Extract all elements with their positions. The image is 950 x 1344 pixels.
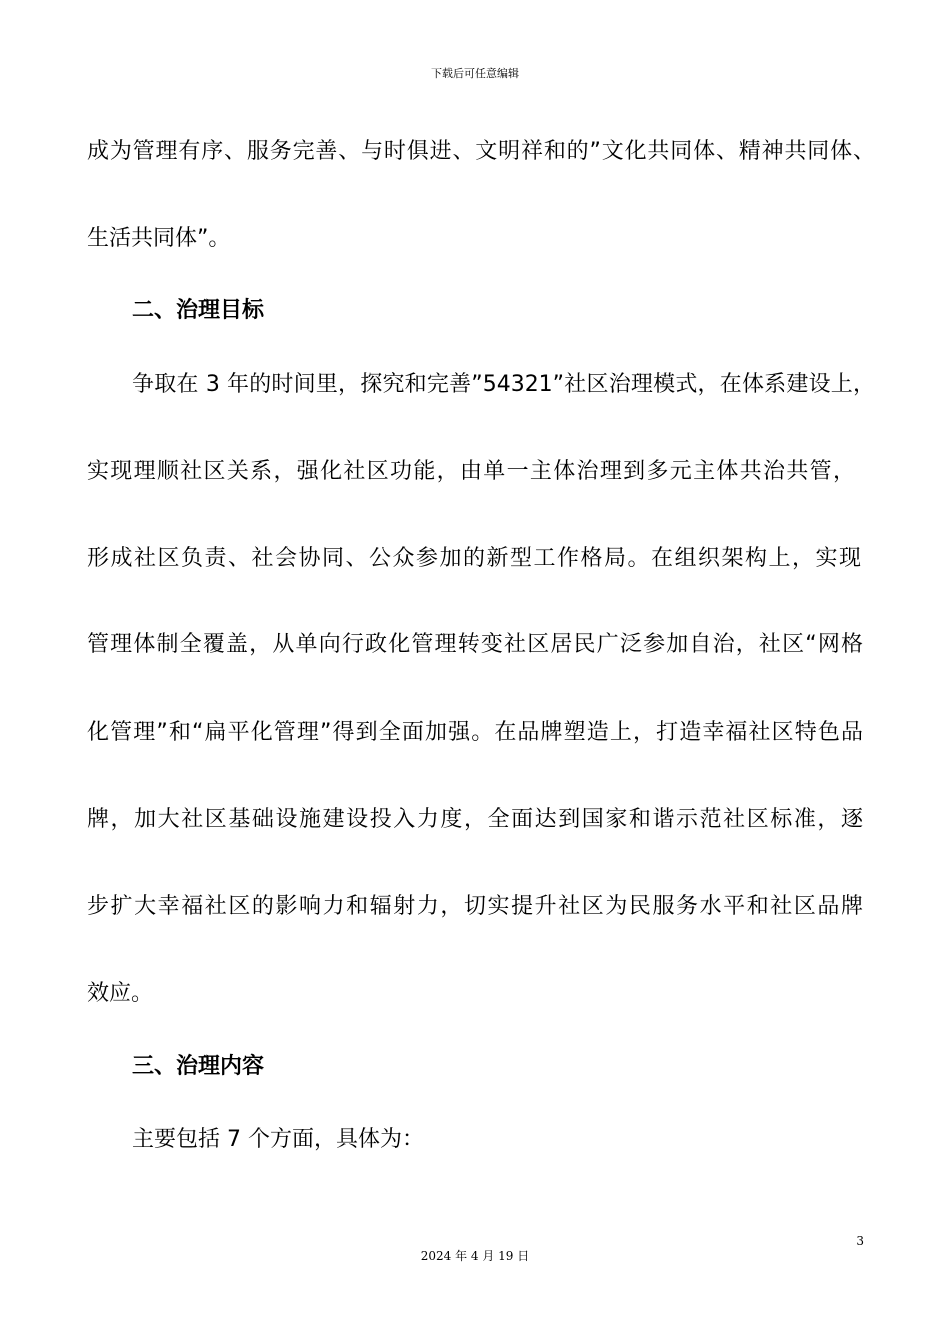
body-line-11: 效应。 [87,981,154,1006]
body-line-4: 争取在 3 年的时间里，探究和完善”54321”社区治理模式，在体系建设上， [132,372,875,397]
body-line-10: 步扩大幸福社区的影响力和辐射力，切实提升社区为民服务水平和社区品牌 [87,894,863,919]
page-number: 3 [856,1234,864,1248]
footer-date: 2024 年 4 月 19 日 [420,1249,530,1263]
body-line-1: 成为管理有序、服务完善、与时俱进、文明祥和的”文化共同体、精神共同体、 [87,139,875,164]
header-note: 下载后可任意编辑 [431,67,519,80]
body-line-8: 化管理”和“扁平化管理”得到全面加强。在品牌塑造上，打造幸福社区特色品 [87,720,863,745]
body-line-2: 生活共同体”。 [87,226,231,251]
section-heading-content: 三、治理内容 [132,1054,265,1079]
body-line-13: 主要包括 7 个方面，具体为： [132,1127,424,1152]
body-line-9: 牌，加大社区基础设施建设投入力度，全面达到国家和谐示范社区标准，逐 [87,807,863,832]
body-line-7: 管理体制全覆盖，从单向行政化管理转变社区居民广泛参加自治，社区“网格 [87,632,863,657]
body-line-6: 形成社区负责、社会协同、公众参加的新型工作格局。在组织架构上，实现 [87,546,861,571]
body-line-5: 实现理顺社区关系，强化社区功能，由单一主体治理到多元主体共治共管， [87,459,855,484]
section-heading-goals: 二、治理目标 [132,298,265,323]
